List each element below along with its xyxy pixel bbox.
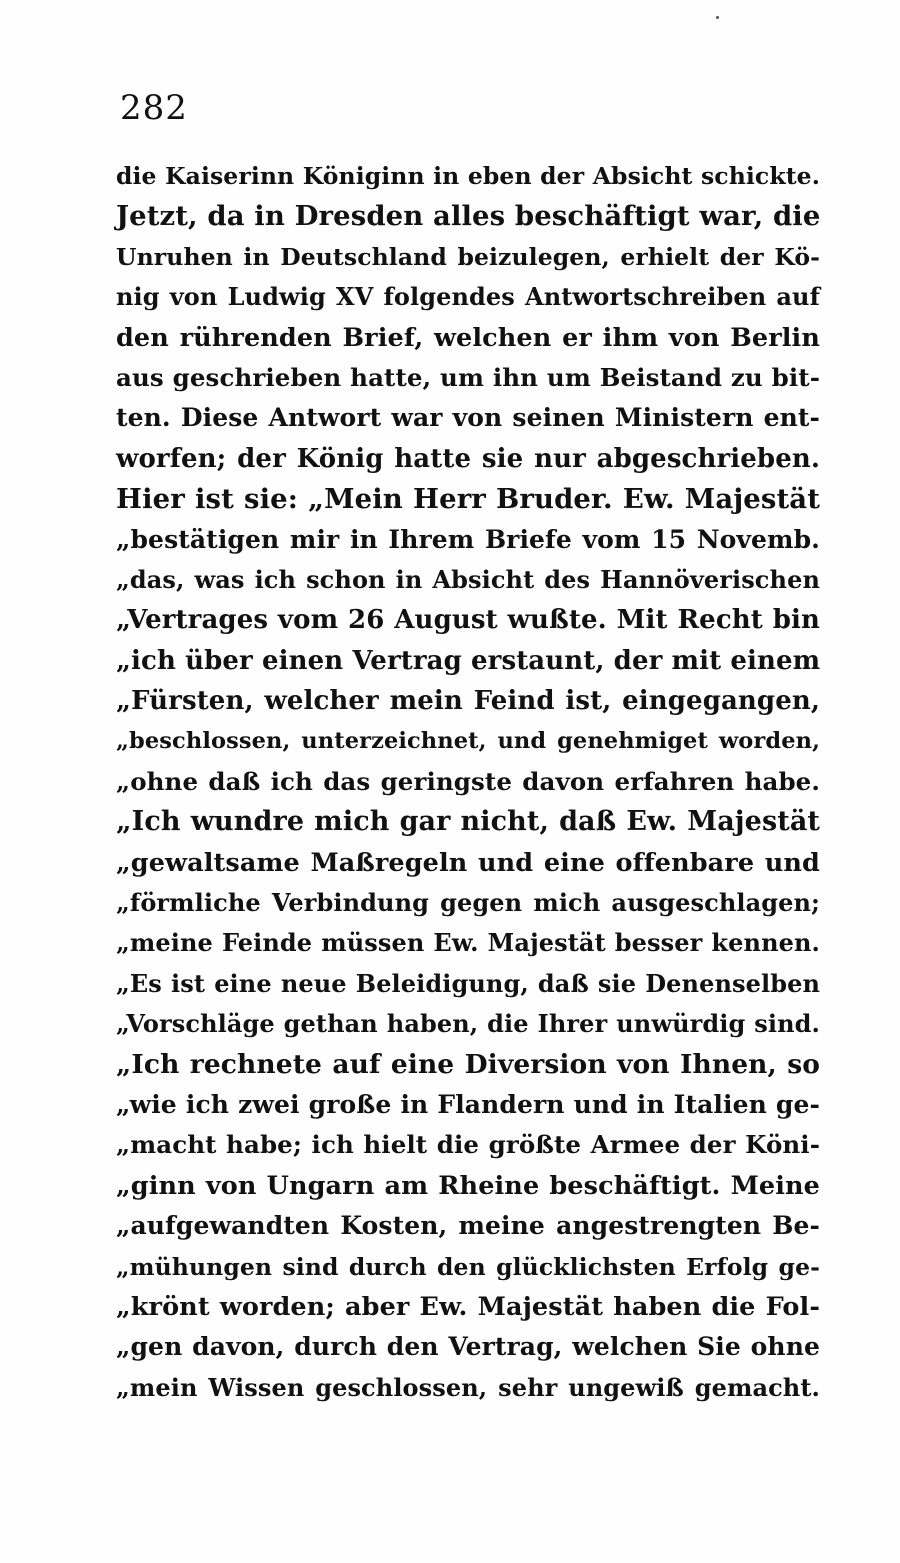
text-line: „Vertrages vom 26 August wußte. Mit Recht bin <box>116 605 820 636</box>
text-line: „gen davon, durch den Vertrag, welchen Sie ohne <box>116 1332 820 1362</box>
text-line: „ich über einen Vertrag erstaunt, der mit einem <box>116 645 821 676</box>
text-line: „gewaltsame Maßregeln und eine offenbare und <box>116 847 820 878</box>
text-line: worfen; der König hatte sie nur abgeschrieben. <box>116 443 820 474</box>
text-line: Hier ist sie: „Mein Herr Bruder. Ew. Majestät <box>116 483 820 516</box>
body-text <box>116 156 820 1408</box>
text-line: „krönt worden; aber Ew. Majestät haben die Fol- <box>116 1291 820 1322</box>
text-line: „Es ist eine neue Beleidigung, daß sie Denenselben <box>116 968 820 998</box>
text-line: „mühungen sind durch den glücklichsten Erfolg ge- <box>116 1252 820 1281</box>
paper-speck <box>716 16 719 19</box>
text-line: nig von Ludwig XV folgendes Antwortschreiben auf <box>116 282 820 312</box>
text-line: „ginn von Ungarn am Rheine beschäftigt. Meine <box>116 1170 820 1201</box>
text-line: „bestätigen mir in Ihrem Briefe vom 15 Novemb. <box>116 524 820 554</box>
text-line: Unruhen in Deutschland beizulegen, erhielt der Kö- <box>116 242 820 271</box>
page-number: 282 <box>120 88 188 128</box>
text-line: „meine Feinde müssen Ew. Majestät besser kennen. <box>116 928 820 958</box>
text-line: die Kaiserinn Königinn in eben der Absicht schickte. <box>116 162 820 190</box>
text-line: „ohne daß ich das geringste davon erfahren habe. <box>116 766 820 796</box>
text-line: „das, was ich schon in Absicht des Hannöverischen <box>116 564 820 594</box>
text-line: „förmliche Verbindung gegen mich ausgeschlagen; <box>116 888 820 918</box>
text-line: „Fürsten, welcher mein Feind ist, eingegangen, <box>116 686 820 717</box>
text-line: „Ich rechnete auf eine Diversion von Ihnen, so <box>116 1048 820 1080</box>
text-line: „aufgewandten Kosten, meine angestrengten Be- <box>116 1211 820 1241</box>
text-line: „mein Wissen geschlossen, sehr ungewiß gemacht. <box>116 1372 820 1402</box>
text-line: „Ich wundre mich gar nicht, daß Ew. Majestät <box>116 806 820 838</box>
text-line: Jetzt, da in Dresden alles beschäftigt war, die <box>116 200 821 233</box>
text-line: „beschlossen, unterzeichnet, und genehmiget worden, <box>116 728 820 755</box>
text-line: den rührenden Brief, welchen er ihm von Berlin <box>116 322 820 353</box>
text-line: „Vorschläge gethan haben, die Ihrer unwürdig sind. <box>116 1009 820 1039</box>
text-line: ten. Diese Antwort war von seinen Ministern ent- <box>116 403 820 433</box>
text-line: „wie ich zwei große in Flandern und in Italien ge- <box>116 1089 820 1119</box>
text-line: aus geschrieben hatte, um ihn um Beistand zu bit- <box>116 362 820 392</box>
text-line: „macht habe; ich hielt die größte Armee der Köni- <box>116 1130 820 1160</box>
